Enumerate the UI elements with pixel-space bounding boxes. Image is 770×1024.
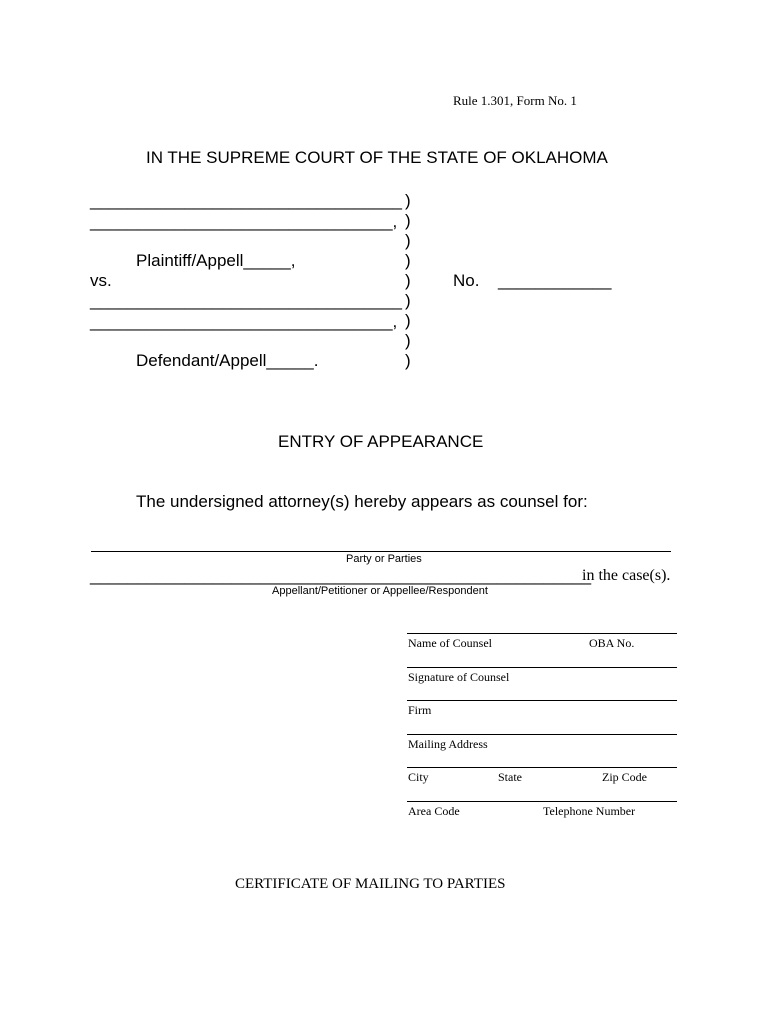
intro-text: The undersigned attorney(s) hereby appears as counsel for: [136, 492, 588, 511]
telephone-number-label: Telephone Number [543, 804, 636, 818]
zip-code-label: Zip Code [602, 770, 647, 784]
court-title: IN THE SUPREME COURT OF THE STATE OF OKLAHOMA [146, 148, 608, 167]
defendant-name-line-2: ________________________________, [90, 312, 398, 331]
state-label: State [498, 770, 522, 784]
name-of-counsel-label: Name of Counsel [408, 636, 492, 650]
mailing-address-label: Mailing Address [408, 737, 488, 751]
signature-block-line [407, 734, 677, 735]
signature-block-line [407, 633, 677, 634]
caption-paren: ) [405, 351, 411, 370]
case-number-blank: ____________ [498, 271, 612, 290]
signature-block-line [407, 700, 677, 701]
appellant-caption: Appellant/Petitioner or Appellee/Respondent [272, 585, 488, 597]
firm-label: Firm [408, 703, 432, 717]
plaintiff-label: Plaintiff/Appell_____, [136, 251, 296, 270]
caption-paren: ) [405, 271, 411, 290]
defendant-label: Defendant/Appell_____. [136, 351, 319, 370]
party-line [91, 551, 671, 552]
in-the-case-text: in the case(s). [582, 567, 671, 584]
appellant-line: _____________________________________________________ [90, 566, 592, 585]
signature-of-counsel-label: Signature of Counsel [408, 670, 510, 684]
signature-block-line [407, 801, 677, 802]
caption-paren: ) [405, 291, 411, 310]
versus-label: vs. [90, 271, 112, 290]
caption-paren: ) [405, 331, 411, 350]
plaintiff-name-line-1: _________________________________ [90, 191, 403, 210]
rule-reference: Rule 1.301, Form No. 1 [453, 93, 577, 108]
defendant-name-line-1: _________________________________ [90, 291, 403, 310]
oba-number-label: OBA No. [589, 636, 635, 650]
caption-paren: ) [405, 211, 411, 230]
area-code-label: Area Code [408, 804, 460, 818]
party-caption: Party or Parties [346, 553, 422, 565]
signature-block-line [407, 667, 677, 668]
signature-block-line [407, 767, 677, 768]
city-label: City [408, 770, 429, 784]
caption-paren: ) [405, 311, 411, 330]
caption-paren: ) [405, 191, 411, 210]
caption-paren: ) [405, 251, 411, 270]
certificate-title: CERTIFICATE OF MAILING TO PARTIES [235, 876, 506, 892]
form-title: ENTRY OF APPEARANCE [278, 432, 484, 451]
caption-paren: ) [405, 231, 411, 250]
plaintiff-name-line-2: ________________________________, [90, 212, 398, 231]
case-number-label: No. [453, 271, 480, 290]
